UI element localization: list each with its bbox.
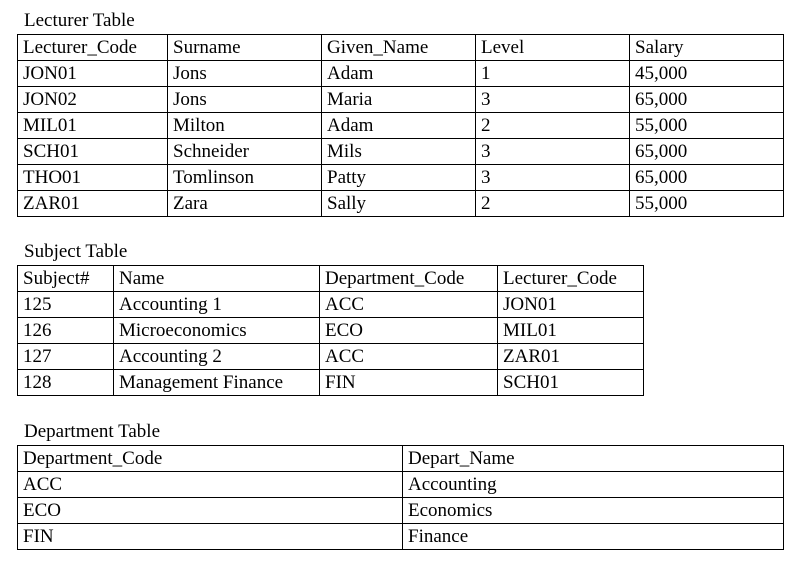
table-cell: FIN [320,370,498,396]
table-cell: ECO [18,498,403,524]
table-cell: 128 [18,370,114,396]
table-row [18,165,784,191]
table-cell: FIN [18,524,403,550]
header-cell: Surname [168,35,322,61]
header-cell: Department_Code [18,446,403,472]
lecturer-table-caption: Lecturer Table [24,10,135,31]
table-cell: 2 [476,191,630,217]
table-cell: Jons [168,87,322,113]
table-cell: Accounting 2 [114,344,320,370]
table-row [18,524,784,550]
header-cell: Subject# [18,266,114,292]
table-cell: Management Finance [114,370,320,396]
table-cell: Patty [322,165,476,191]
table-cell: 126 [18,318,114,344]
table-cell: 2 [476,113,630,139]
table-cell: ZAR01 [498,344,644,370]
table-cell: Tomlinson [168,165,322,191]
table-cell: Jons [168,61,322,87]
table-row [18,370,644,396]
table-row [18,344,644,370]
table-cell: ECO [320,318,498,344]
department-table [17,445,784,550]
header-cell: Department_Code [320,266,498,292]
table-cell: Sally [322,191,476,217]
table-cell: Adam [322,61,476,87]
table-row [18,472,784,498]
table-cell: ZAR01 [18,191,168,217]
table-row [18,139,784,165]
table-header-row [18,266,644,292]
header-cell: Lecturer_Code [498,266,644,292]
table-row [18,87,784,113]
table-cell: SCH01 [18,139,168,165]
subject-table [17,265,644,396]
table-cell: ACC [320,344,498,370]
table-cell: 1 [476,61,630,87]
table-cell: MIL01 [18,113,168,139]
header-cell: Salary [630,35,784,61]
table-cell: 45,000 [630,61,784,87]
table-row [18,61,784,87]
header-cell: Level [476,35,630,61]
table-cell: 65,000 [630,87,784,113]
table-cell: MIL01 [498,318,644,344]
table-cell: Milton [168,113,322,139]
table-cell: Accounting [403,472,784,498]
table-cell: ACC [320,292,498,318]
table-cell: 3 [476,87,630,113]
table-cell: Microeconomics [114,318,320,344]
table-row [18,292,644,318]
header-cell: Name [114,266,320,292]
table-cell: 127 [18,344,114,370]
table-header-row [18,35,784,61]
table-cell: Adam [322,113,476,139]
table-cell: Economics [403,498,784,524]
table-row [18,113,784,139]
table-row [18,318,644,344]
table-cell: 55,000 [630,191,784,217]
table-cell: Mils [322,139,476,165]
table-cell: Zara [168,191,322,217]
table-header-row [18,446,784,472]
table-cell: 125 [18,292,114,318]
table-cell: 55,000 [630,113,784,139]
table-cell: Accounting 1 [114,292,320,318]
subject-table-caption: Subject Table [24,241,128,262]
header-cell: Given_Name [322,35,476,61]
lecturer-table [17,34,784,217]
table-cell: 3 [476,139,630,165]
table-cell: 3 [476,165,630,191]
table-cell: Maria [322,87,476,113]
table-cell: SCH01 [498,370,644,396]
table-cell: JON01 [498,292,644,318]
header-cell: Lecturer_Code [18,35,168,61]
table-row [18,498,784,524]
table-cell: THO01 [18,165,168,191]
table-cell: Schneider [168,139,322,165]
table-cell: 65,000 [630,165,784,191]
header-cell: Depart_Name [403,446,784,472]
department-table-caption: Department Table [24,421,161,442]
table-cell: JON02 [18,87,168,113]
table-cell: ACC [18,472,403,498]
table-row [18,191,784,217]
table-cell: JON01 [18,61,168,87]
table-cell: 65,000 [630,139,784,165]
table-cell: Finance [403,524,784,550]
